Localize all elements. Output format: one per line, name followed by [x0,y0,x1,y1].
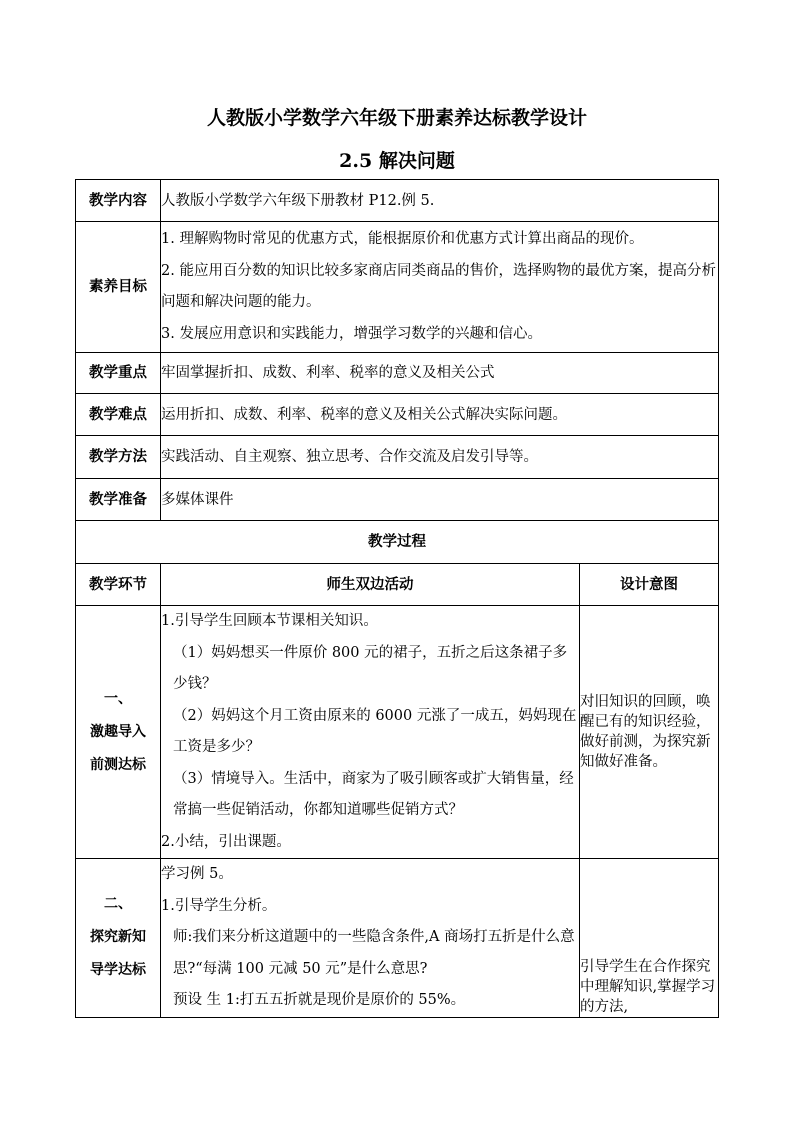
row-content [76,180,719,222]
stage-label [76,859,161,1018]
value-difficulties: 运用折扣、成数、利率、税率的意义及相关公式解决实际问题。 [161,394,719,436]
stage-name-line: 前测达标 [90,756,146,773]
lesson-title: 2.5 解决问题 [339,150,455,172]
stage-name-line: 导学达标 [90,962,146,979]
value-key-points: 牢固掌握折扣、成数、利率、税率的意义及相关公式 [161,353,719,394]
label-content: 教学内容 [76,180,161,222]
stage-name-line: 探究新知 [90,929,146,946]
activity-line: 1.引导学生回顾本节课相关知识。 [161,613,378,629]
stage-row [76,606,719,859]
row-preparation [76,479,719,521]
stage-number: 二、 [104,896,132,913]
value-goals [161,222,719,353]
activity-line: 1.引导学生分析。 [161,897,277,914]
stage-intent: 对旧知识的回顾，唤醒已有的知识经验，做好前测，为探究新知做好准备。 [580,606,719,859]
goal-item: 1. 理解购物时常见的优惠方式，能根据原价和优惠方式计算出商品的现价。 [161,231,644,247]
label-goals: 素养目标 [76,222,161,353]
value-preparation: 多媒体课件 [161,479,719,521]
goal-item: 3. 发展应用意识和实践能力，增强学习数学的兴趣和信心。 [161,325,542,342]
stage-intent: 引导学生在合作探究中理解知识,掌握学习的方法, [580,859,719,1018]
activity-line: 师:我们来分析这道题中的一些隐含条件,A 商场打五折是什么意思?“每满 100 元减 50 元”是什么意思? [173,929,575,977]
activity-line: （1）妈妈想买一件原价 800 元的裙子，五折之后这条裙子多少钱？ [173,644,568,692]
stage-number: 一、 [104,690,132,707]
row-column-headers [76,564,719,606]
process-heading: 教学过程 [76,521,719,564]
column-header-activities: 师生双边活动 [161,564,580,606]
activity-line: 预设 生 1:打五五折就是现价是原价的 55%。 [173,992,466,1008]
label-key-points: 教学重点 [76,353,161,394]
stage-name-line: 激趣导入 [90,723,146,740]
row-key-points [76,353,719,394]
stage-row [76,859,719,1018]
goal-item: 2. 能应用百分数的知识比较多家商店同类商品的售价，选择购物的最优方案，提高分析问题和解决问题的能力。 [161,262,716,310]
stage-label [76,606,161,859]
document-title: 人教版小学数学六年级下册素养达标教学设计 [206,107,587,129]
activity-line: 学习例 5。 [161,866,233,882]
value-methods: 实践活动、自主观察、独立思考、合作交流及启发引导等。 [161,436,719,479]
value-content: 人教版小学数学六年级下册教材 P12.例 5. [161,180,719,222]
activity-line: （2）妈妈这个月工资由原来的 6000 元涨了一成五，妈妈现在工资是多少？ [173,707,577,755]
activity-line: （3）情境导入。生活中，商家为了吸引顾客或扩大销售量，经常搞一些促销活动，你都知道哪些促销方式？ [173,770,574,818]
row-methods [76,436,719,479]
column-header-stage: 教学环节 [76,564,161,606]
activity-line: 2.小结，引出课题。 [161,833,291,850]
stage-activities [161,859,580,1018]
label-difficulties: 教学难点 [76,394,161,436]
row-difficulties [76,394,719,436]
stage-activities [161,606,580,859]
column-header-intent: 设计意图 [580,564,719,606]
row-process-heading [76,521,719,564]
label-preparation: 教学准备 [76,479,161,521]
label-methods: 教学方法 [76,436,161,479]
row-goals [76,222,719,353]
lesson-plan-table [75,179,719,1018]
